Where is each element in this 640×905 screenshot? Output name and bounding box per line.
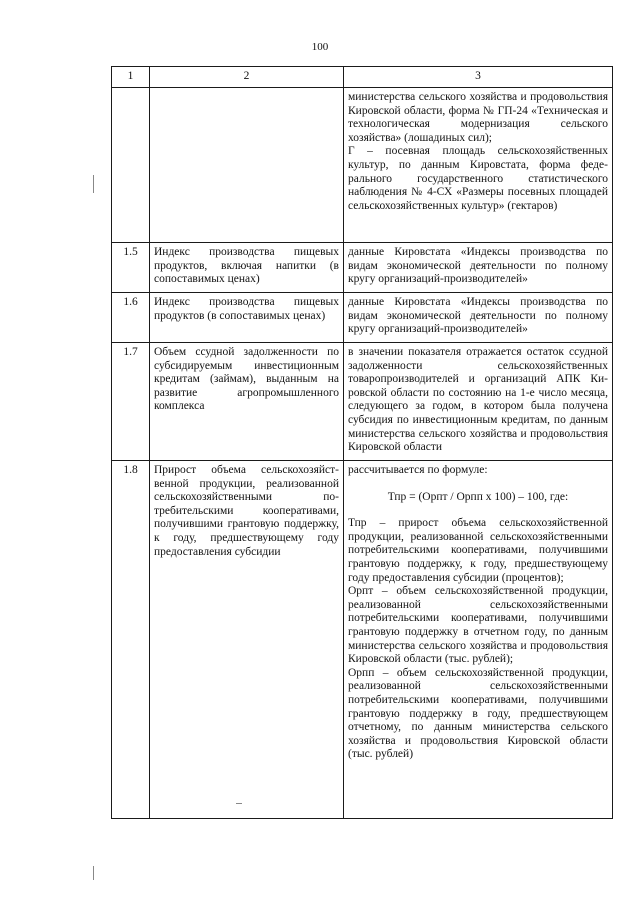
header-col-2: 2 [150, 67, 344, 88]
source-paragraph: данные Кировстата «Индексы производства по видам экономической деятельности по полному кругу организаций-производителей» [348, 246, 608, 286]
indicator-source [344, 243, 613, 293]
source-paragraph: данные Кировстата «Индексы производства по видам экономической деятельности по полному кругу организаций-производителей» [348, 296, 608, 336]
row-number: 1.8 [112, 461, 150, 819]
indicator-name: Индекс производства пищевых продуктов, включая напитки (в сопоставимых ценах) [150, 243, 344, 293]
row-number [112, 88, 150, 243]
table-row [112, 461, 613, 819]
scan-mark-left [93, 175, 94, 193]
table-row [112, 343, 613, 461]
row-number: 1.6 [112, 293, 150, 343]
indicator-name: Индекс производства пищевых продуктов (в сопоставимых ценах) [150, 293, 344, 343]
source-paragraph: Орпт – объем сельскохозяйственной продукции, реализованной сельскохозяйственными потребительскими кооперативами, получившими грантовую поддержку в отчетном году, по данным министерства сельского хозяйства и продовольствия Кировской области (тыс. рублей); [348, 585, 608, 666]
formula: Тпр = (Орпт / Орпп х 100) – 100, где: [387, 490, 569, 503]
source-paragraph: министерства сельского хозяйства и продовольствия Кировской области, форма № ГП-24 «Техническая и технологическая модернизация сельского хозяйства» (лошадиных сил); [348, 91, 608, 144]
indicator-source [344, 461, 613, 819]
source-paragraph: в значении показателя отражается остаток ссудной задолженности сельскохозяйственных товаропроизводителей и организаций АПК Кировской области по состоянию на 1-е число месяца, следующего за годом, в котором была получена субсидия по инвестиционным кредитам, по данным министерства сельского хозяйства и продовольствия Кировской области [348, 346, 608, 454]
page-number: 100 [311, 41, 329, 53]
table-header-row [112, 67, 613, 88]
indicator-source [344, 343, 613, 461]
indicator-table [111, 66, 613, 819]
source-intro: рассчитывается по формуле: [348, 464, 488, 476]
table-row [112, 88, 613, 243]
table-row [112, 243, 613, 293]
indicator-source [344, 293, 613, 343]
header-col-3: 3 [344, 67, 613, 88]
source-paragraph: Орпп – объем сельскохозяйственной продукции, реализованной сельскохозяйственными потребительскими кооперативами, получившими грантовую поддержку в году, предшествующем отчетному, по данным министерства сельского хозяйства и продовольствия Кировской области (тыс. рублей) [348, 666, 608, 761]
scan-mark-bottom [93, 866, 94, 880]
source-paragraph: Тпр – прирост объема сельскохозяйственной продукции, реализованной сельскохозяйственными потребительскими кооперативами, получившими грантовую поддержку, к году, предшествующему году предоставления субсидии (процентов); [348, 517, 608, 584]
indicator-name [150, 88, 344, 243]
indicator-source [344, 88, 613, 243]
row-number: 1.5 [112, 243, 150, 293]
indicator-name: Прирост объема сельскохозяйственной продукции, реализованной сельскохозяйственными потребительскими кооперативами, получившими грантовую поддержку, к году, предшествующему году предоставления субсидии [150, 461, 344, 819]
row-number: 1.7 [112, 343, 150, 461]
table-row [112, 293, 613, 343]
header-col-1: 1 [112, 67, 150, 88]
source-paragraph: Г – посевная площадь сельскохозяйственных культур, по данным Кировстата, форма федерального государственного статистического наблюдения № 4-СХ «Размеры посевных площадей сельскохозяйственных культур» (гектаров) [348, 145, 608, 212]
indicator-name: Объем ссудной задолженности по субсидируемым инвестиционным кредитам (займам), выданным на развитие агропромышленного комплекса [150, 343, 344, 461]
